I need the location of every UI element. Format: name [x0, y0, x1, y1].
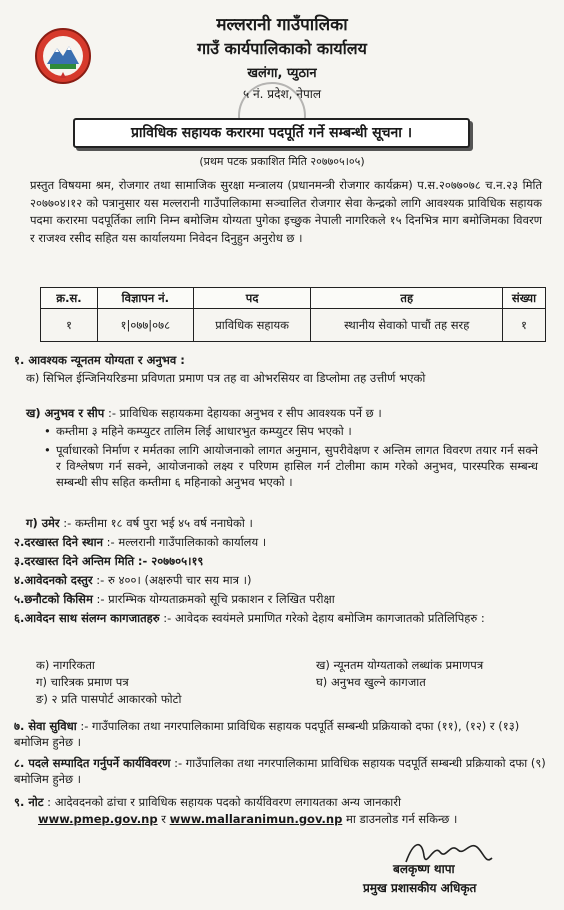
- section-1-a: क) सिभिल ईन्जिनियरिङमा प्रविणता प्रमाण पत्र तह वा ओभरसियर वा डिप्लोमा तह उत्तीर्ण भएको: [26, 371, 426, 385]
- cell-serial: १: [41, 309, 98, 342]
- vacancy-table: [40, 287, 546, 342]
- section-2: [14, 534, 544, 550]
- section-1-c: [26, 515, 538, 531]
- col-ad-number: विज्ञापन नं.: [97, 288, 193, 309]
- section-4-text: :- रु ४००। (अक्षरुपी चार सय मात्र ।): [96, 573, 252, 587]
- intro-paragraph: प्रस्तुत विषयमा श्रम, रोजगार तथा सामाजिक सुरक्षा मन्त्रालय (प्रधानमन्त्री रोजगार कार्यक्रम) प.स.२०७७०७८ च.न.२३ मिति २०७७०४।१२ को पत्रानुसार यस मल्लरानी गाउँपालिकामा सञ्चालित रोजगार सेवा केन्द्रको लागि आवश्यक प्राविधिक सहायक पदमा करारमा पदपूर्तिका लागि निम्न बमोजिम योग्यता पुगेका इच्छुक नेपाली नागरिकले १५ दिनभित्र माग बमोजिमका विवरण र राजश्व रसीद सहित यस कार्यालयमा निवेदन दिनुहुन अनुरोध छ ।: [30, 178, 542, 245]
- cell-post: प्राविधिक सहायक: [193, 309, 311, 342]
- cell-ad-number: १|०७७|०७८: [97, 309, 193, 342]
- office-province: ५ नं. प्रदेश, नेपाल: [242, 87, 322, 101]
- col-post: पद: [193, 288, 311, 309]
- section-4-label: ४.आवेदनको दस्तुर: [14, 573, 93, 587]
- section-8: [14, 755, 546, 787]
- office-location: खलंगा, प्युठान: [247, 66, 317, 81]
- section-1-b-text: :- प्राविधिक सहायकमा देहायका अनुभव र सीप आवश्यक पर्ने छ ।: [107, 406, 382, 420]
- section-9-label: ९. नोट: [14, 795, 44, 809]
- col-level: तह: [311, 288, 503, 309]
- section-9: [14, 794, 546, 810]
- section-2-label: २.दरखास्त दिने स्थान: [14, 535, 103, 549]
- table-header-row: [41, 288, 546, 309]
- link-join: र: [161, 812, 166, 826]
- section-8-text: :- गाउँपालिका तथा नगरपालिकामा प्राविधिक सहायक पदपूर्ति सम्बन्धी प्रक्रियाको दफा (९) बमोजिम हुनेछ ।: [14, 756, 546, 786]
- section-3-text: :- २०७७०५।१९: [137, 554, 204, 568]
- municipality-name: मल्लरानी गाउँपालिका: [216, 15, 348, 35]
- doc-marksheet: ख) न्यूनतम योग्यताको लब्धांक प्रमाणपत्र: [316, 658, 484, 672]
- section-1-title: १. आवश्यक न्यूनतम योग्यता र अनुभव :: [14, 353, 185, 367]
- doc-character-certificate: ग) चारित्रक प्रमाण पत्र: [36, 675, 129, 689]
- section-2-text: :- मल्लरानी गाउँपालिकाको कार्यालय ।: [106, 535, 267, 549]
- section-1-b: [26, 405, 538, 421]
- cell-level: स्थानीय सेवाको पाचौं तह सरह: [311, 309, 503, 342]
- section-5-text: :- प्रारम्भिक योग्यताक्रमको सूचि प्रकाशन र लिखित परीक्षा: [96, 592, 335, 606]
- section-9-tail: मा डाउनलोड गर्न सकिन्छ ।: [345, 812, 458, 826]
- section-1-b-label: ख) अनुभव र सीप: [26, 406, 105, 420]
- section-4: [14, 572, 544, 588]
- section-7-label: ७. सेवा सुविधा: [14, 719, 77, 733]
- notice-title: प्राविधिक सहायक करारमा पदपूर्ति गर्ने सम्बन्धी सूचना ।: [73, 118, 470, 148]
- section-3-label: ३.दरखास्त दिने अन्तिम मिति: [14, 554, 135, 568]
- section-1-c-label: ग) उमेर: [26, 516, 60, 530]
- link-pmep[interactable]: www.pmep.gov.np: [38, 812, 158, 826]
- section-9-text: : आदेवदनको ढांचा र प्राविधिक सहायक पदको कार्यविवरण लगायतका अन्य जानकारी: [47, 795, 401, 809]
- office-name: गाउँ कार्यपालिकाको कार्यालय: [197, 39, 367, 58]
- publication-date: (प्रथम पटक प्रकाशित मिति २०७७०५।०५): [199, 155, 365, 168]
- doc-citizenship: क) नागरिकता: [36, 658, 95, 672]
- section-6: [14, 610, 544, 626]
- col-count: संख्या: [503, 288, 546, 309]
- section-6-label: ६.आवेदन साथ संलग्न कागजातहरु: [14, 611, 160, 625]
- table-row: [41, 309, 546, 342]
- signatory-name: बलकृष्ण थापा: [393, 862, 455, 876]
- section-7-text: :- गाउँपालिका तथा नगरपालिकामा प्राविधिक सहायक पदपूर्ति सम्बन्धी प्रक्रियाको दफा (११), (१२) र (१३) बमोजिम हुनेछ ।: [14, 719, 520, 749]
- section-7: [14, 718, 546, 750]
- section-9-links: [38, 811, 548, 827]
- bullet-experience: • पूर्वाधारको निर्माण र मर्मतका लागि आयोजनाको लागत अनुमान, सुपरीवेक्षण र अन्तिम लागत विवरण तयार गर्न सक्ने र विश्लेषण गर्न सक्ने, आयोजनाको लक्ष्य र परिणम हासिल गर्न टोलीमा काम गरेको अनुभव, पारस्परिक सम्बन्ध सम्बन्धी सीप सहित कम्तीमा ६ महिनाको अनुभव भएको ।: [56, 442, 538, 490]
- section-3: [14, 553, 544, 569]
- section-8-label: ८. पदले सम्पादित गर्नुपर्ने कार्यविवरण: [14, 756, 171, 770]
- doc-experience: घ) अनुभव खुल्ने कागजात: [316, 675, 426, 689]
- bullet-computer-training: • कम्तीमा ३ महिने कम्प्युटर तालिम लिई आधारभुत कम्प्युटर सिप भएको ।: [56, 423, 534, 439]
- link-mallarani[interactable]: www.mallaranimun.gov.np: [169, 812, 343, 826]
- signatory-designation: प्रमुख प्रशासकीय अधिकृत: [363, 881, 477, 895]
- section-6-text: :- आवेदक स्वयंमले प्रमाणित गरेको देहाय बमोजिम कागजातको प्रतिलिपिहरु :: [163, 611, 485, 625]
- cell-count: १: [503, 309, 546, 342]
- section-1-c-text: :- कम्तीमा १८ वर्ष पुरा भई ४५ वर्ष ननाघेको ।: [63, 516, 253, 530]
- section-5-label: ५.छनौटको किसिम: [14, 592, 93, 606]
- col-serial: क्र.स.: [41, 288, 98, 309]
- doc-photo: ङ) २ प्रति पासपोर्ट आकारको फोटो: [36, 692, 182, 706]
- section-5: [14, 591, 544, 607]
